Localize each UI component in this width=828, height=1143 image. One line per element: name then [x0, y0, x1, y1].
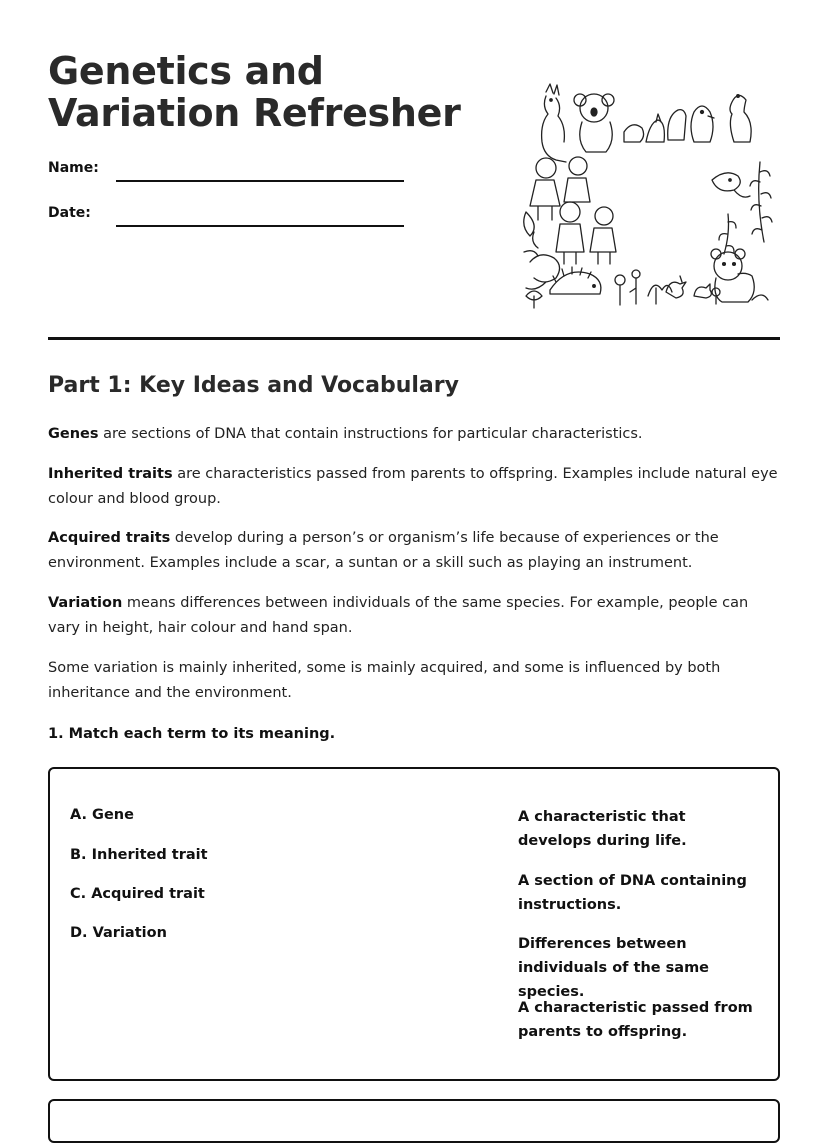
- header-divider: [48, 337, 780, 340]
- animals-border-illustration: [516, 82, 776, 312]
- paragraph-genes: [48, 422, 780, 447]
- match-term[interactable]: A. Gene: [70, 807, 134, 823]
- page-title: Genetics and Variation Refresher: [48, 49, 461, 135]
- match-definition[interactable]: A characteristic that develops during life.: [518, 809, 687, 849]
- paragraph-text: are characteristics passed from parents to offspring. Examples include natural eye colour and blood group.: [48, 466, 778, 507]
- date-label: Date:: [48, 205, 91, 221]
- name-label: Name:: [48, 160, 99, 176]
- paragraph-text: means differences between individuals of the same species. For example, people can vary in height, hair colour and hand span.: [48, 595, 749, 636]
- date-field[interactable]: [116, 225, 404, 227]
- paragraph-acquired-traits: [48, 526, 780, 575]
- part1-heading: Part 1: Key Ideas and Vocabulary: [48, 373, 459, 398]
- match-term[interactable]: C. Acquired trait: [70, 886, 205, 902]
- paragraph-text: develop during a person’s or organism’s life because of experiences or the environment. Examples include a scar, a suntan or a skill such as playing an instrument.: [48, 530, 719, 571]
- term-inherited-traits: Inherited traits: [48, 466, 173, 482]
- match-definition[interactable]: A characteristic passed from parents to offspring.: [518, 1000, 753, 1040]
- term-genes: Genes: [48, 426, 99, 442]
- question-1-prompt: 1. Match each term to its meaning.: [48, 726, 336, 742]
- paragraph-variation-causes: [48, 656, 780, 705]
- match-definition[interactable]: A section of DNA containing instructions.: [518, 873, 747, 913]
- term-acquired-traits: Acquired traits: [48, 530, 171, 546]
- match-term[interactable]: B. Inherited trait: [70, 847, 208, 863]
- match-term[interactable]: D. Variation: [70, 925, 167, 941]
- next-answer-box: [48, 1099, 780, 1143]
- match-definition[interactable]: Differences between individuals of the same species.: [518, 936, 710, 1000]
- paragraph-inherited-traits: [48, 462, 780, 511]
- paragraph-text: Some variation is mainly inherited, some is mainly acquired, and some is influenced by both inheritance and the environment.: [48, 660, 721, 701]
- matching-box: [48, 767, 780, 1081]
- paragraph-variation: [48, 591, 780, 640]
- name-field[interactable]: [116, 180, 404, 182]
- paragraph-text: are sections of DNA that contain instructions for particular characteristics.: [98, 426, 643, 442]
- term-variation: Variation: [48, 595, 123, 611]
